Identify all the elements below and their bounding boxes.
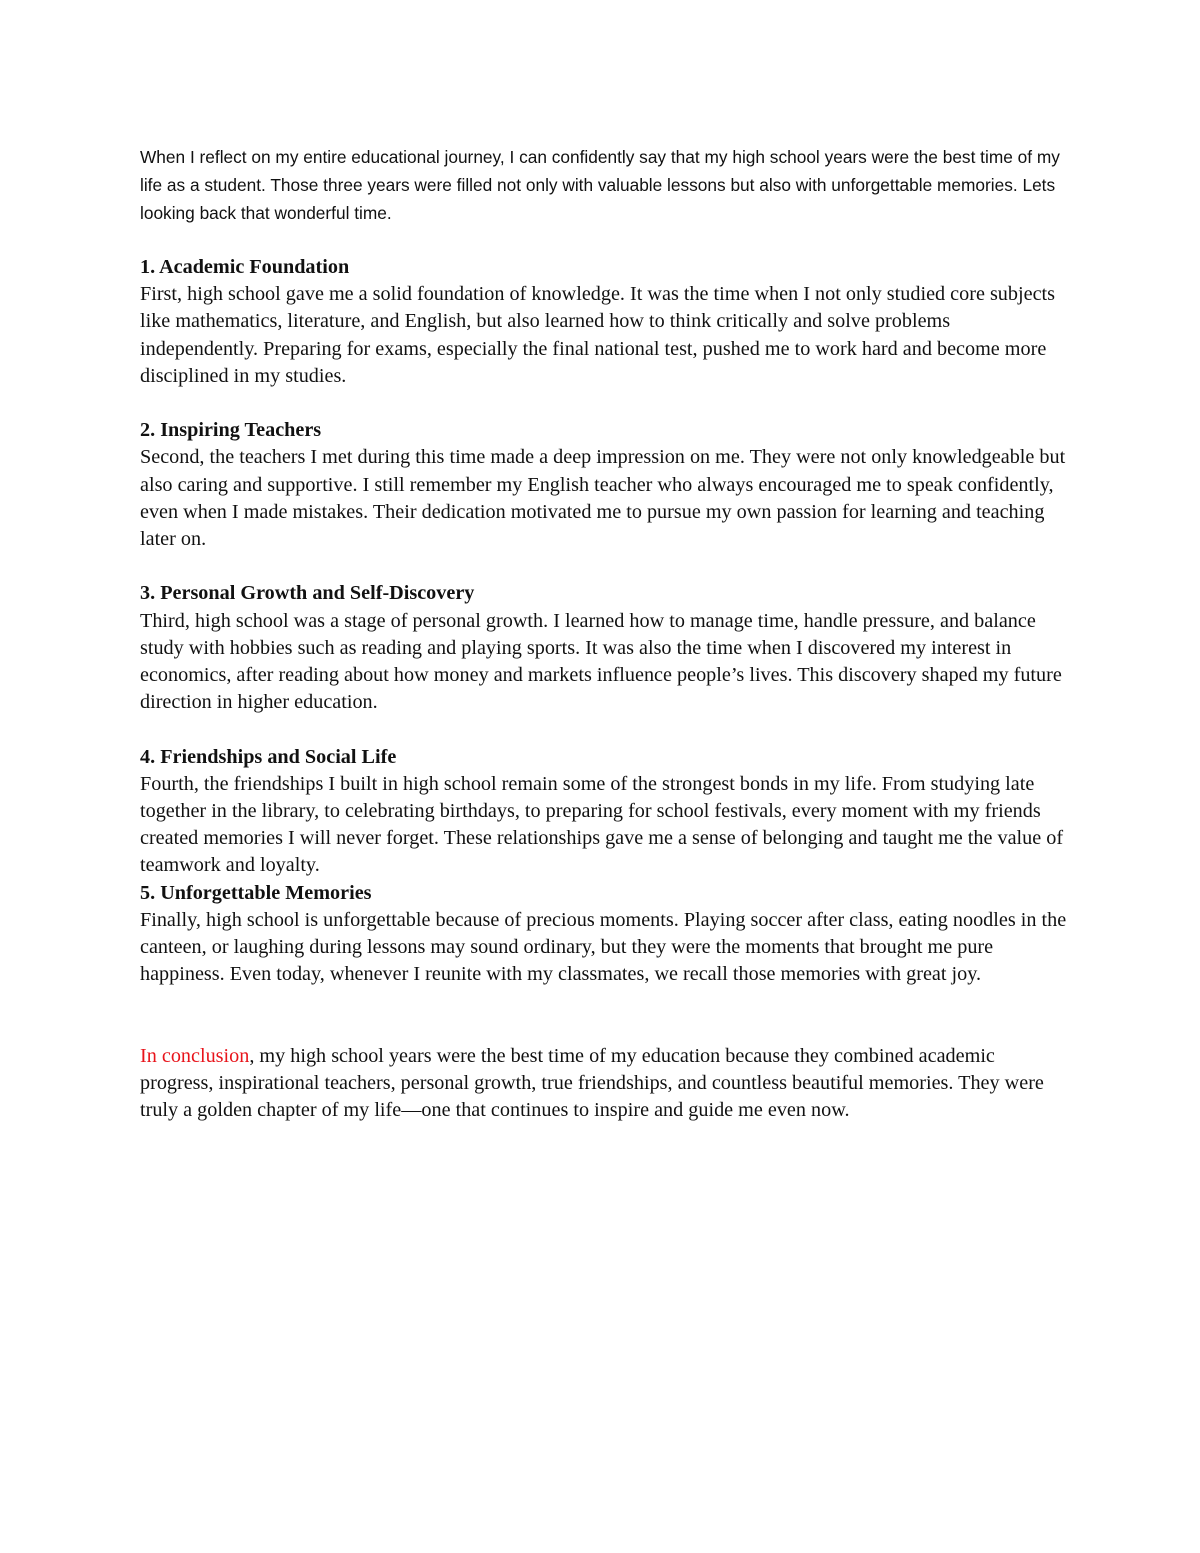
section-text: Fourth, the friendships I built in high school remain some of the strongest bonds in my life. From studying late together in the library, to celebrating birthdays, to preparing for school festivals, every moment with my friends created memories I will never forget. These relationships gave me a sense of belonging and taught me the value of teamwork and loyalty. [140, 772, 1064, 877]
section-inspiring-teachers [140, 417, 1070, 553]
conclusion-lead: In conclusion [140, 1044, 250, 1067]
section-text: Third, high school was a stage of personal growth. I learned how to manage time, handle pressure, and balance study with hobbies such as reading and playing sports. It was also the time when I discovered my interest in economics, after reading about how money and markets influence people’s lives. This discovery shaped my future direction in higher education. [140, 609, 1062, 714]
section-heading: 5. Unforgettable Memories [140, 881, 372, 904]
section-friendships [140, 744, 1070, 880]
intro-paragraph: When I reflect on my entire educational journey, I can confidently say that my high school years were the best time of my life as a student. Those three years were filled not only with valuable lessons but also with unforgettable memories. Lets looking back that wonderful time. [140, 147, 1060, 223]
section-personal-growth [140, 580, 1070, 716]
document-body [140, 254, 1070, 1124]
conclusion-text: , my high school years were the best time of my education because they combined academic progress, inspirational teachers, personal growth, true friendships, and countless beautiful memories. They were truly a golden chapter of my life—one that continues to inspire and guide me even now. [140, 1044, 1044, 1122]
section-text: Finally, high school is unforgettable because of precious moments. Playing soccer after class, eating noodles in the canteen, or laughing during lessons may sound ordinary, but they were the moments that brought me pure happiness. Even today, whenever I reunite with my classmates, we recall those memories with great joy. [140, 908, 1067, 986]
section-text: First, high school gave me a solid foundation of knowledge. It was the time when I not only studied core subjects like mathematics, literature, and English, but also learned how to think critically and solve problems independently. Preparing for exams, especially the final national test, pushed me to work hard and become more disciplined in my studies. [140, 283, 1055, 387]
section-unforgettable-memories [140, 880, 1070, 989]
section-heading: 3. Personal Growth and Self-Discovery [140, 582, 475, 605]
section-heading: 2. Inspiring Teachers [140, 419, 322, 442]
section-academic-foundation [140, 254, 1070, 390]
section-text: Second, the teachers I met during this time made a deep impression on me. They were not only knowledgeable but also caring and supportive. I still remember my English teacher who always encouraged me to speak confidently, even when I made mistakes. Their dedication motivated me to pursue my own passion for learning and teaching later on. [140, 446, 1066, 551]
section-heading: 4. Friendships and Social Life [140, 745, 397, 768]
section-heading: 1. Academic Foundation [140, 256, 350, 278]
conclusion-paragraph [140, 1043, 1070, 1125]
